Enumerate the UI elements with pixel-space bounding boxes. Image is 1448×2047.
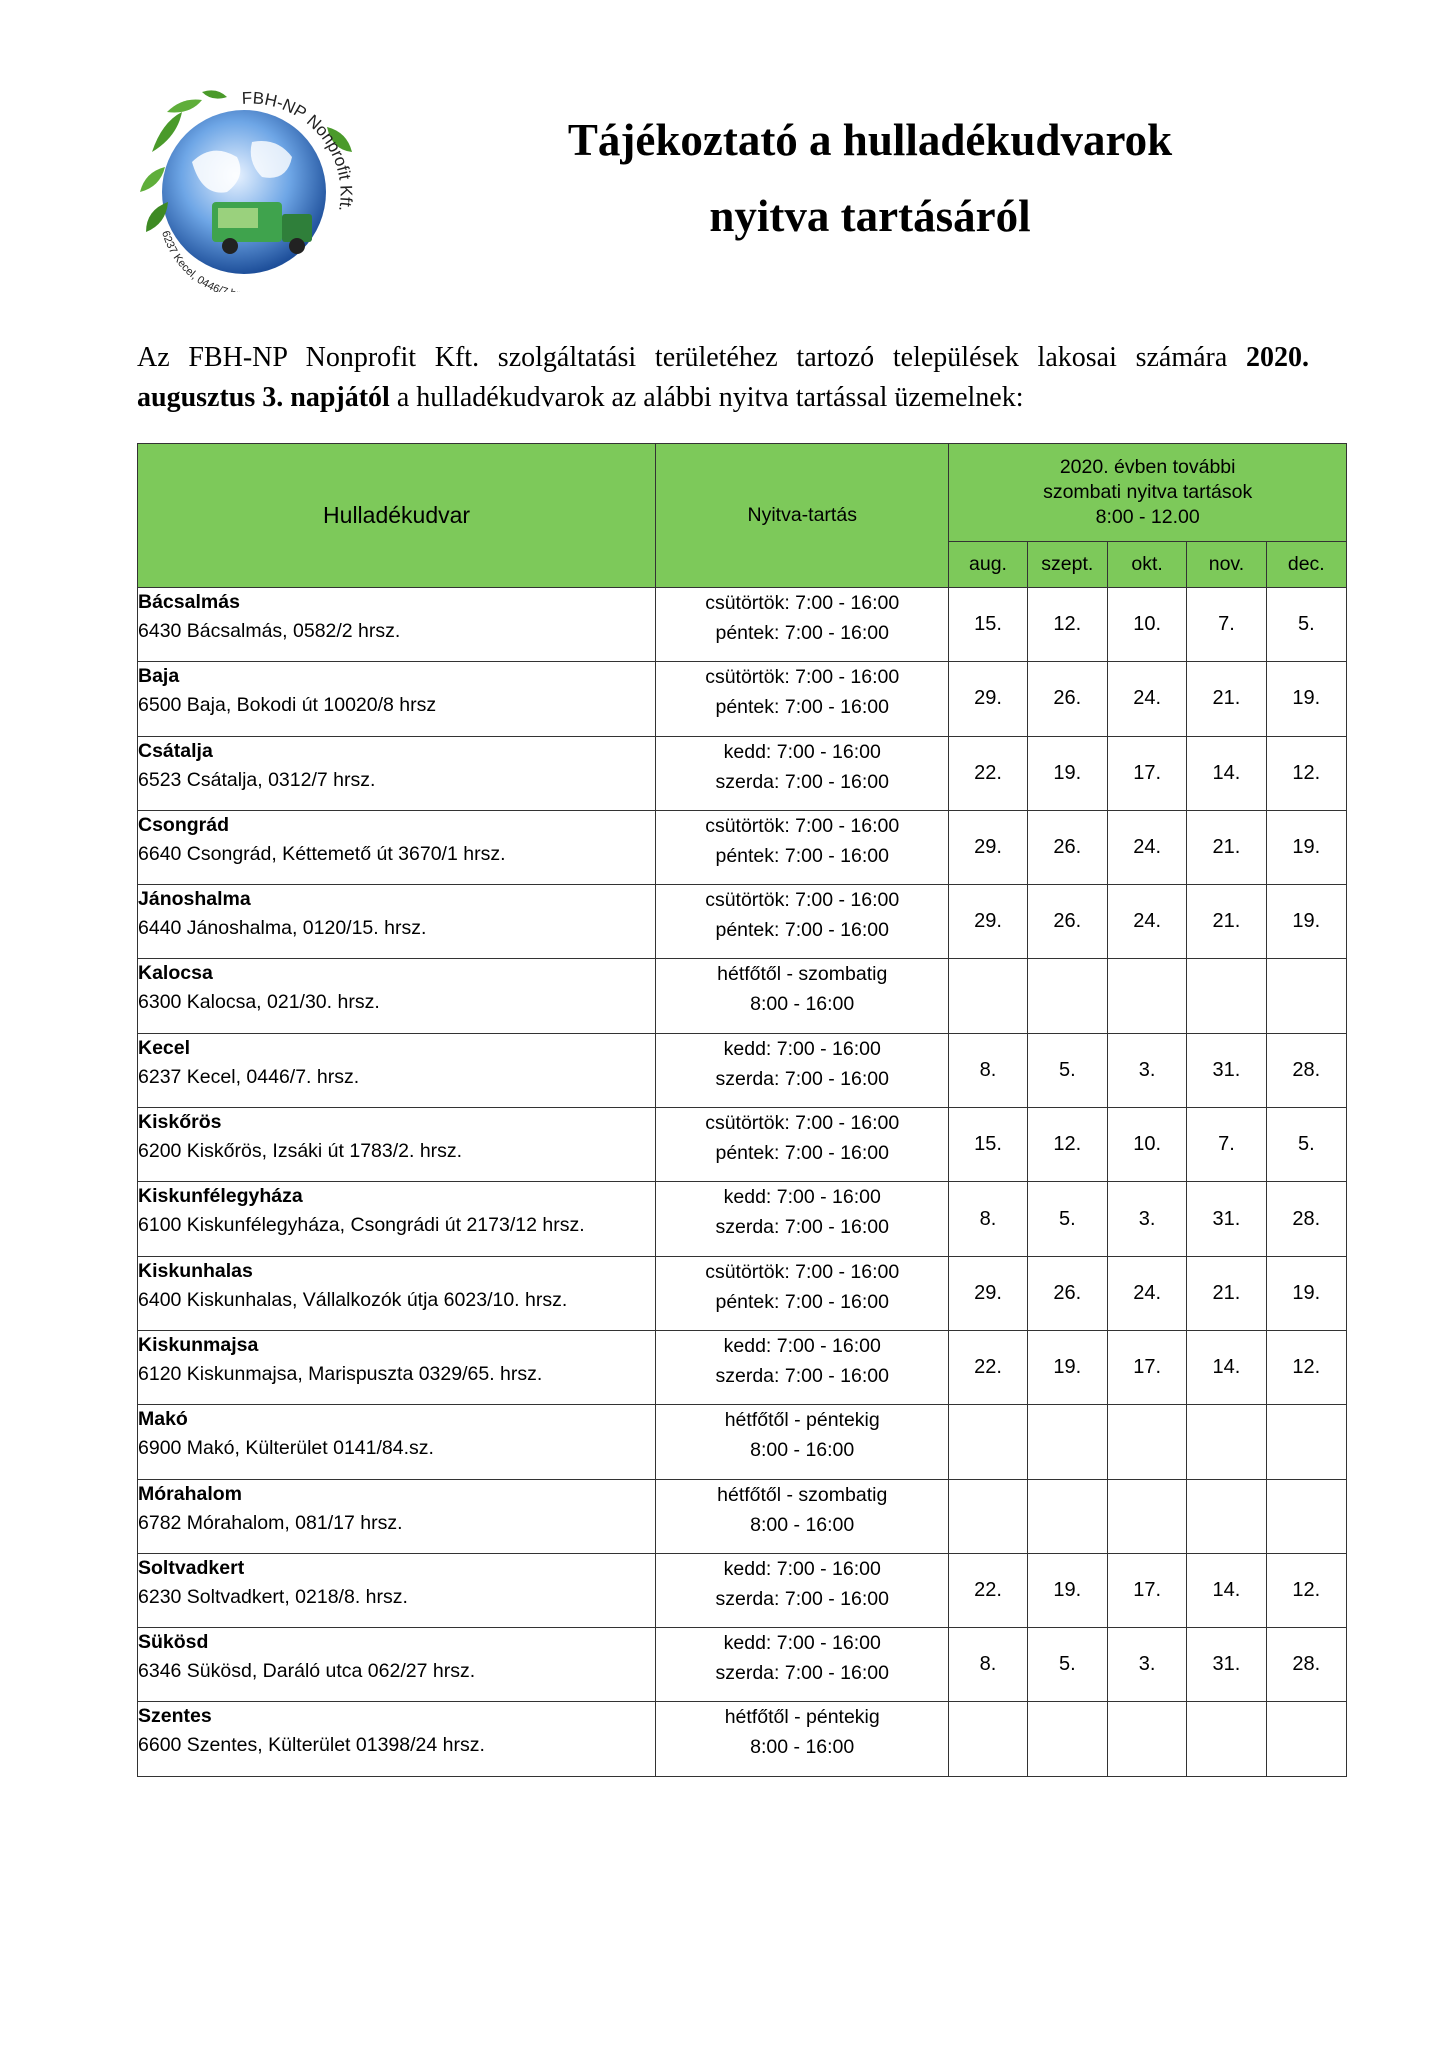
intro-bold-year: 2020. bbox=[1246, 342, 1309, 373]
site-address: 6300 Kalocsa, 021/30. hrsz. bbox=[138, 991, 380, 1014]
saturday-date-cell: 14. bbox=[1187, 1330, 1266, 1404]
opening-hours-line: péntek: 7:00 - 16:00 bbox=[715, 844, 889, 867]
site-name: Kiskunfélegyháza bbox=[138, 1185, 303, 1208]
opening-hours-line: péntek: 7:00 - 16:00 bbox=[715, 622, 889, 644]
opening-hours-line: szerda: 7:00 - 16:00 bbox=[715, 1587, 889, 1610]
site-cell bbox=[138, 1479, 656, 1553]
site-name: Sükösd bbox=[138, 1631, 209, 1654]
opening-hours-line: kedd: 7:00 - 16:00 bbox=[723, 1334, 881, 1357]
saturday-date-cell bbox=[949, 1702, 1027, 1776]
header-month: okt. bbox=[1107, 542, 1186, 588]
saturday-date-cell: 8. bbox=[949, 1628, 1027, 1702]
saturday-date-cell: 17. bbox=[1107, 1330, 1186, 1404]
hours-cell bbox=[656, 1330, 949, 1404]
header-month: dec. bbox=[1266, 542, 1346, 588]
saturday-date-cell: 21. bbox=[1187, 810, 1266, 884]
saturday-date-cell: 28. bbox=[1266, 1033, 1346, 1107]
saturday-date-cell bbox=[1107, 1405, 1186, 1479]
site-name: Kecel bbox=[138, 1036, 191, 1059]
hours-cell bbox=[656, 1256, 949, 1330]
site-address: 6600 Szentes, Külterület 01398/24 hrsz. bbox=[138, 1734, 485, 1757]
site-address: 6640 Csongrád, Kéttemető út 3670/1 hrsz. bbox=[138, 842, 506, 865]
saturday-date-cell: 5. bbox=[1027, 1033, 1107, 1107]
table-row bbox=[138, 736, 1347, 810]
saturday-date-cell: 3. bbox=[1107, 1628, 1186, 1702]
site-name: Soltvadkert bbox=[138, 1556, 245, 1579]
hours-cell bbox=[656, 810, 949, 884]
saturday-date-cell: 17. bbox=[1107, 736, 1186, 810]
opening-hours-line: kedd: 7:00 - 16:00 bbox=[723, 740, 881, 763]
hours-cell bbox=[656, 885, 949, 959]
saturday-date-cell bbox=[1027, 1702, 1107, 1776]
site-cell bbox=[138, 810, 656, 884]
saturday-date-cell bbox=[1266, 1479, 1346, 1553]
table-row bbox=[138, 1628, 1347, 1702]
site-cell bbox=[138, 1628, 656, 1702]
saturday-date-cell bbox=[1027, 1405, 1107, 1479]
site-name: Baja bbox=[138, 665, 180, 688]
logo-bottom-text: 6237 Kecel, 0446/7 bbox=[159, 229, 230, 292]
saturday-date-cell: 14. bbox=[1187, 736, 1266, 810]
hours-cell bbox=[656, 662, 949, 736]
opening-hours-line: szerda: 7:00 - 16:00 bbox=[715, 1662, 889, 1685]
opening-hours-line: hétfőtől - péntekig bbox=[724, 1409, 880, 1432]
hours-cell bbox=[656, 1033, 949, 1107]
saturday-date-cell bbox=[1187, 1479, 1266, 1553]
saturday-date-cell: 31. bbox=[1187, 1033, 1266, 1107]
opening-hours-line: hétfőtől - péntekig bbox=[724, 1706, 880, 1729]
hours-cell bbox=[656, 1553, 949, 1627]
saturday-date-cell: 5. bbox=[1027, 1628, 1107, 1702]
opening-hours-line: szerda: 7:00 - 16:00 bbox=[715, 1364, 889, 1387]
opening-hours-line: kedd: 7:00 - 16:00 bbox=[723, 1037, 881, 1060]
opening-hours-line: 8:00 - 16:00 bbox=[750, 993, 855, 1016]
saturday-date-cell bbox=[949, 959, 1027, 1033]
opening-hours-line: szerda: 7:00 - 16:00 bbox=[715, 770, 889, 793]
site-cell bbox=[138, 1330, 656, 1404]
opening-hours-line: 8:00 - 16:00 bbox=[750, 1439, 855, 1462]
hours-cell bbox=[656, 959, 949, 1033]
saturday-date-cell: 19. bbox=[1027, 1330, 1107, 1404]
saturday-date-cell: 7. bbox=[1187, 588, 1266, 662]
intro-text-1: Az FBH-NP Nonprofit Kft. szolgáltatási területéhez tartozó települések lakosai számára bbox=[137, 342, 1246, 373]
hours-cell bbox=[656, 1182, 949, 1256]
saturday-date-cell: 24. bbox=[1107, 662, 1186, 736]
site-name: Kiskunmajsa bbox=[138, 1333, 259, 1356]
saturday-date-cell bbox=[1107, 959, 1186, 1033]
saturday-date-cell: 12. bbox=[1266, 1553, 1346, 1627]
saturday-date-cell: 21. bbox=[1187, 1256, 1266, 1330]
site-name: Kalocsa bbox=[138, 962, 213, 985]
hours-cell bbox=[656, 1628, 949, 1702]
logo-ring-text: FBH-NP Nonprofit Kft. bbox=[241, 88, 356, 214]
saturday-date-cell: 19. bbox=[1027, 736, 1107, 810]
opening-hours-line: 8:00 - 16:00 bbox=[750, 1513, 855, 1536]
opening-hours-line: kedd: 7:00 - 16:00 bbox=[723, 1557, 881, 1580]
table-row bbox=[138, 810, 1347, 884]
site-cell bbox=[138, 1702, 656, 1776]
hours-cell bbox=[656, 588, 949, 662]
opening-hours-line: péntek: 7:00 - 16:00 bbox=[715, 1290, 889, 1313]
saturday-date-cell: 26. bbox=[1027, 885, 1107, 959]
schedule-table bbox=[137, 443, 1347, 1777]
saturday-date-cell: 31. bbox=[1187, 1182, 1266, 1256]
table-row bbox=[138, 662, 1347, 736]
site-name: Makó bbox=[138, 1408, 188, 1431]
saturday-date-cell: 29. bbox=[949, 810, 1027, 884]
saturday-date-cell bbox=[1027, 959, 1107, 1033]
saturday-date-cell: 26. bbox=[1027, 810, 1107, 884]
saturday-date-cell: 5. bbox=[1266, 1108, 1346, 1182]
saturday-date-cell: 15. bbox=[949, 1108, 1027, 1182]
saturday-date-cell: 24. bbox=[1107, 1256, 1186, 1330]
table-row bbox=[138, 1182, 1347, 1256]
saturday-date-cell: 21. bbox=[1187, 662, 1266, 736]
table-row bbox=[138, 1702, 1347, 1776]
site-address: 6200 Kiskőrös, Izsáki út 1783/2. hrsz. bbox=[138, 1140, 463, 1163]
saturday-date-cell: 19. bbox=[1266, 885, 1346, 959]
site-cell bbox=[138, 662, 656, 736]
saturday-date-cell bbox=[949, 1405, 1027, 1479]
saturday-date-cell: 17. bbox=[1107, 1553, 1186, 1627]
page-title-line-1: Tájékoztató a hulladékudvarok bbox=[567, 115, 1173, 165]
site-address: 6900 Makó, Külterület 0141/84.sz. bbox=[138, 1437, 434, 1460]
saturday-date-cell: 28. bbox=[1266, 1628, 1346, 1702]
opening-hours-line: csütörtök: 7:00 - 16:00 bbox=[705, 814, 900, 837]
site-address: 6523 Csátalja, 0312/7 hrsz. bbox=[138, 768, 376, 791]
table-row bbox=[138, 1330, 1347, 1404]
hours-cell bbox=[656, 1702, 949, 1776]
opening-hours-line: szerda: 7:00 - 16:00 bbox=[715, 1067, 889, 1090]
site-cell bbox=[138, 885, 656, 959]
site-cell bbox=[138, 588, 656, 662]
header-site: Hulladékudvar bbox=[138, 444, 656, 588]
saturday-date-cell: 28. bbox=[1266, 1182, 1346, 1256]
site-address: 6782 Mórahalom, 081/17 hrsz. bbox=[138, 1511, 403, 1534]
saturday-date-cell: 29. bbox=[949, 662, 1027, 736]
site-name: Kiskőrös bbox=[138, 1111, 222, 1134]
intro-text-2: a hulladékudvarok az alábbi nyitva tartással üzemelnek: bbox=[389, 382, 1024, 413]
site-cell bbox=[138, 1108, 656, 1182]
table-row bbox=[138, 1033, 1347, 1107]
saturday-date-cell: 10. bbox=[1107, 588, 1186, 662]
opening-hours-line: csütörtök: 7:00 - 16:00 bbox=[705, 666, 900, 689]
table-row bbox=[138, 1479, 1347, 1553]
site-name: Mórahalom bbox=[138, 1482, 243, 1505]
saturday-date-cell: 24. bbox=[1107, 885, 1186, 959]
opening-hours-line: péntek: 7:00 - 16:00 bbox=[715, 696, 889, 719]
opening-hours-line: péntek: 7:00 - 16:00 bbox=[715, 919, 889, 942]
header-hours: Nyitva-tartás bbox=[656, 444, 949, 588]
saturday-date-cell bbox=[1027, 1479, 1107, 1553]
saturday-date-cell: 10. bbox=[1107, 1108, 1186, 1182]
saturday-date-cell: 19. bbox=[1266, 810, 1346, 884]
saturday-date-cell bbox=[1187, 1405, 1266, 1479]
site-cell bbox=[138, 1033, 656, 1107]
header-month: szept. bbox=[1027, 542, 1107, 588]
saturday-date-cell bbox=[1187, 1702, 1266, 1776]
opening-hours-line: péntek: 7:00 - 16:00 bbox=[715, 1142, 889, 1165]
saturday-date-cell: 8. bbox=[949, 1182, 1027, 1256]
site-address: 6500 Baja, Bokodi út 10020/8 hrsz bbox=[138, 694, 437, 717]
company-logo bbox=[132, 82, 382, 292]
header-saturday-line-2: szombati nyitva tartások bbox=[1043, 481, 1253, 503]
hours-cell bbox=[656, 1479, 949, 1553]
opening-hours-line: csütörtök: 7:00 - 16:00 bbox=[705, 889, 900, 912]
site-name: Csátalja bbox=[138, 739, 213, 762]
saturday-date-cell: 12. bbox=[1266, 736, 1346, 810]
site-cell bbox=[138, 1553, 656, 1627]
site-address: 6230 Soltvadkert, 0218/8. hrsz. bbox=[138, 1585, 408, 1608]
header-saturday-line-3: 8:00 - 12.00 bbox=[1095, 506, 1200, 528]
header-month: aug. bbox=[949, 542, 1027, 588]
site-address: 6120 Kiskunmajsa, Marispuszta 0329/65. hrsz. bbox=[138, 1362, 543, 1385]
saturday-date-cell: 31. bbox=[1187, 1628, 1266, 1702]
opening-hours-line: kedd: 7:00 - 16:00 bbox=[723, 1186, 881, 1209]
intro-bold-date: augusztus 3. napjától bbox=[137, 382, 390, 413]
saturday-date-cell: 12. bbox=[1027, 588, 1107, 662]
saturday-date-cell bbox=[1187, 959, 1266, 1033]
saturday-date-cell: 29. bbox=[949, 1256, 1027, 1330]
table-row bbox=[138, 959, 1347, 1033]
site-cell bbox=[138, 736, 656, 810]
saturday-date-cell: 22. bbox=[949, 1553, 1027, 1627]
header-saturday bbox=[949, 444, 1347, 542]
saturday-date-cell: 24. bbox=[1107, 810, 1186, 884]
table-row bbox=[138, 1256, 1347, 1330]
saturday-date-cell: 3. bbox=[1107, 1182, 1186, 1256]
site-address: 6237 Kecel, 0446/7. hrsz. bbox=[138, 1065, 360, 1088]
saturday-date-cell bbox=[1266, 1405, 1346, 1479]
saturday-date-cell: 26. bbox=[1027, 1256, 1107, 1330]
opening-hours-line: csütörtök: 7:00 - 16:00 bbox=[705, 1112, 900, 1135]
table-row bbox=[138, 588, 1347, 662]
site-cell bbox=[138, 1405, 656, 1479]
opening-hours-line: hétfőtől - szombatig bbox=[717, 1483, 888, 1506]
site-address: 6440 Jánoshalma, 0120/15. hrsz. bbox=[138, 917, 427, 940]
saturday-date-cell: 19. bbox=[1027, 1553, 1107, 1627]
site-address: 6400 Kiskunhalas, Vállalkozók útja 6023/10. hrsz. bbox=[138, 1288, 568, 1311]
header-month: nov. bbox=[1187, 542, 1266, 588]
saturday-date-cell: 12. bbox=[1027, 1108, 1107, 1182]
saturday-date-cell: 14. bbox=[1187, 1553, 1266, 1627]
site-name: Kiskunhalas bbox=[138, 1259, 253, 1282]
opening-hours-line: hétfőtől - szombatig bbox=[717, 963, 888, 986]
table-row bbox=[138, 1553, 1347, 1627]
saturday-date-cell: 26. bbox=[1027, 662, 1107, 736]
saturday-date-cell bbox=[1266, 1702, 1346, 1776]
opening-hours-line: csütörtök: 7:00 - 16:00 bbox=[705, 592, 900, 614]
saturday-date-cell: 3. bbox=[1107, 1033, 1186, 1107]
hours-cell bbox=[656, 1405, 949, 1479]
saturday-date-cell bbox=[949, 1479, 1027, 1553]
saturday-date-cell: 12. bbox=[1266, 1330, 1346, 1404]
saturday-date-cell: 19. bbox=[1266, 662, 1346, 736]
saturday-date-cell: 22. bbox=[949, 1330, 1027, 1404]
opening-hours-line: csütörtök: 7:00 - 16:00 bbox=[705, 1260, 900, 1283]
intro-line-2 bbox=[137, 378, 1309, 418]
site-name: Csongrád bbox=[138, 813, 230, 836]
site-name: Bácsalmás bbox=[138, 591, 240, 613]
opening-hours-line: szerda: 7:00 - 16:00 bbox=[715, 1216, 889, 1239]
site-name: Jánoshalma bbox=[138, 888, 251, 911]
saturday-date-cell: 29. bbox=[949, 885, 1027, 959]
site-name: Szentes bbox=[138, 1705, 212, 1728]
hours-cell bbox=[656, 1108, 949, 1182]
intro-line-1 bbox=[137, 338, 1309, 378]
opening-hours-line: 8:00 - 16:00 bbox=[750, 1736, 855, 1759]
logo-graphic bbox=[132, 82, 382, 292]
saturday-date-cell: 22. bbox=[949, 736, 1027, 810]
site-cell bbox=[138, 959, 656, 1033]
saturday-date-cell: 21. bbox=[1187, 885, 1266, 959]
site-address: 6430 Bácsalmás, 0582/2 hrsz. bbox=[138, 620, 401, 642]
saturday-date-cell: 15. bbox=[949, 588, 1027, 662]
site-address: 6100 Kiskunfélegyháza, Csongrádi út 2173/12 hrsz. bbox=[138, 1214, 585, 1237]
saturday-date-cell bbox=[1266, 959, 1346, 1033]
hours-cell bbox=[656, 736, 949, 810]
intro-paragraph bbox=[137, 338, 1309, 418]
saturday-date-cell bbox=[1107, 1479, 1186, 1553]
site-cell bbox=[138, 1182, 656, 1256]
saturday-date-cell: 5. bbox=[1266, 588, 1346, 662]
table-row bbox=[138, 1405, 1347, 1479]
page-title-line-2: nyitva tartásáról bbox=[709, 191, 1031, 241]
saturday-date-cell: 5. bbox=[1027, 1182, 1107, 1256]
header-saturday-line-1: 2020. évben további bbox=[1059, 456, 1236, 478]
saturday-date-cell: 8. bbox=[949, 1033, 1027, 1107]
table-row bbox=[138, 885, 1347, 959]
saturday-date-cell: 7. bbox=[1187, 1108, 1266, 1182]
saturday-date-cell: 19. bbox=[1266, 1256, 1346, 1330]
site-cell bbox=[138, 1256, 656, 1330]
table-row bbox=[138, 1108, 1347, 1182]
saturday-date-cell bbox=[1107, 1702, 1186, 1776]
opening-hours-line: kedd: 7:00 - 16:00 bbox=[723, 1632, 881, 1655]
site-address: 6346 Sükösd, Daráló utca 062/27 hrsz. bbox=[138, 1660, 476, 1683]
